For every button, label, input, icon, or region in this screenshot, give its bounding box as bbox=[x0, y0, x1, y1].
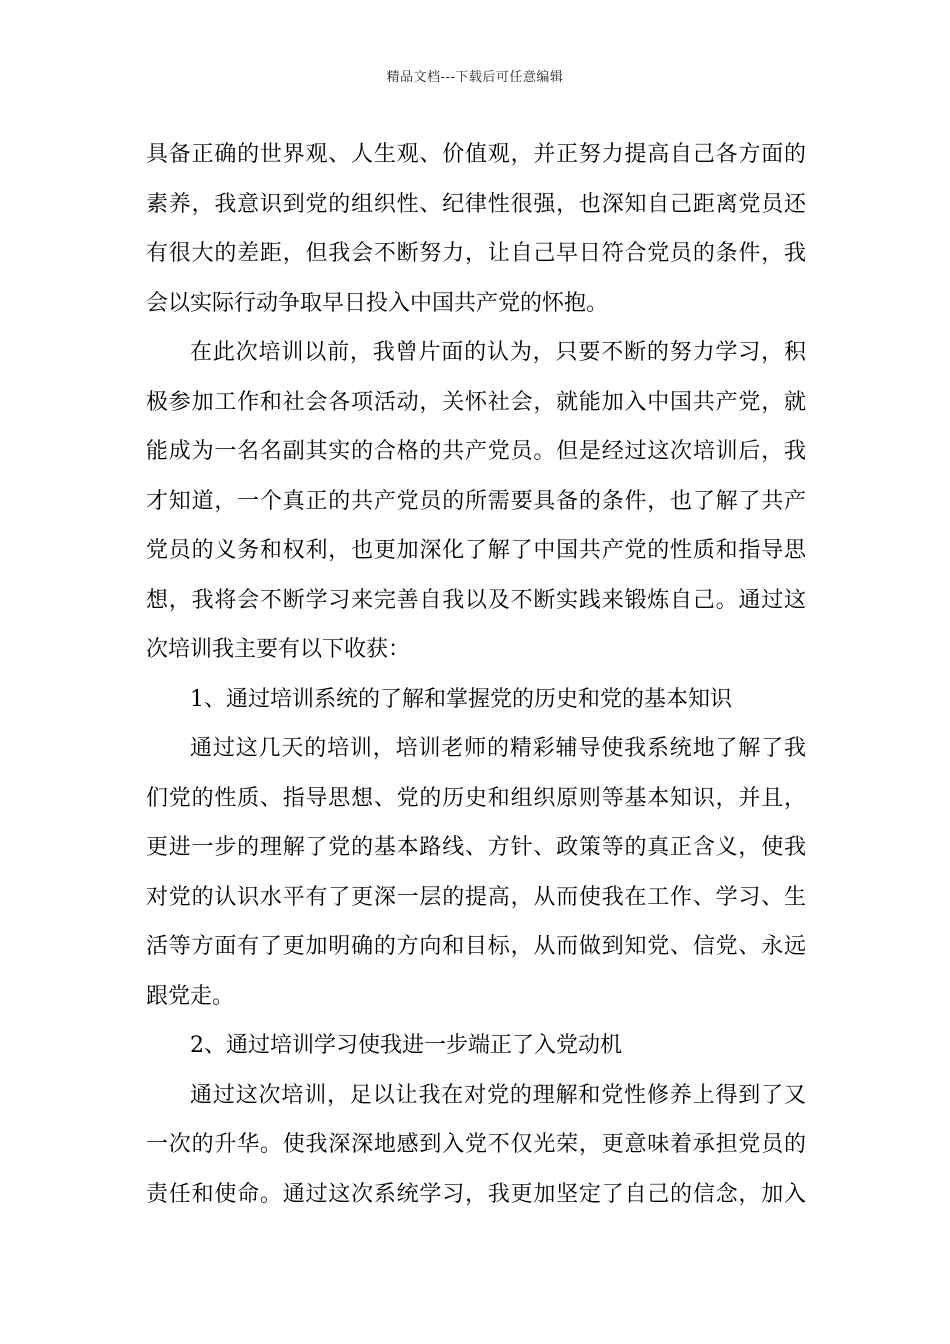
paragraph bbox=[146, 130, 806, 328]
text-line: 有很大的差距，但我会不断努力，让自己早日符合党员的条件，我 bbox=[146, 241, 806, 266]
text-line: 更进一步的理解了党的基本路线、方针、政策等的真正含义，使我 bbox=[146, 835, 806, 860]
text-line: 跟党走。 bbox=[146, 983, 235, 1009]
section-heading bbox=[146, 1021, 806, 1071]
text-line: 素养，我意识到党的组织性、纪律性很强，也深知自己距离党员还 bbox=[146, 191, 806, 217]
text-line: 通过这次培训，足以让我在对党的理解和党性修养上得到了又 bbox=[190, 1082, 806, 1108]
paragraph bbox=[146, 724, 806, 1021]
paragraph bbox=[146, 1071, 806, 1220]
text-line: 对党的认识水平有了更深一层的提高，从而使我在工作、学习、生 bbox=[146, 884, 806, 910]
heading-line: 1、通过培训系统的了解和掌握党的历史和党的基本知识 bbox=[190, 686, 732, 712]
text-line: 活等方面有了更加明确的方向和目标，从而做到知党、信党、永远 bbox=[146, 934, 806, 959]
text-line: 极参加工作和社会各项活动，关怀社会，就能加入中国共产党，就 bbox=[146, 389, 806, 415]
text-line: 会以实际行动争取早日投入中国共产党的怀抱。 bbox=[146, 290, 609, 316]
text-line: 具备正确的世界观、人生观、价值观，并正努力提高自己各方面的 bbox=[146, 142, 806, 167]
text-line: 党员的义务和权利，也更加深化了解了中国共产党的性质和指导思 bbox=[146, 538, 806, 563]
text-line: 通过这几天的培训，培训老师的精彩辅导使我系统地了解了我 bbox=[190, 736, 806, 761]
section-heading bbox=[146, 675, 806, 725]
heading-line: 2、通过培训学习使我进一步端正了入党动机 bbox=[190, 1033, 622, 1058]
document-body bbox=[146, 130, 806, 1219]
text-line: 责任和使命。通过这次系统学习，我更加坚定了自己的信念，加入 bbox=[146, 1181, 806, 1207]
text-line: 想，我将会不断学习来完善自我以及不断实践来锻炼自己。通过这 bbox=[146, 587, 806, 613]
paragraph bbox=[146, 328, 806, 675]
text-line: 们党的性质、指导思想、党的历史和组织原则等基本知识，并且， bbox=[146, 785, 806, 811]
text-line: 次培训我主要有以下收获： bbox=[146, 637, 411, 662]
text-line: 一次的升华。使我深深地感到入党不仅光荣，更意味着承担党员的 bbox=[146, 1132, 806, 1157]
text-line: 才知道，一个真正的共产党员的所需要具备的条件，也了解了共产 bbox=[146, 488, 806, 514]
text-line: 能成为一名名副其实的合格的共产党员。但是经过这次培训后，我 bbox=[146, 439, 806, 464]
page-header: 精品文档---下载后可任意编辑 bbox=[386, 70, 564, 85]
text-line: 在此次培训以前，我曾片面的认为，只要不断的努力学习，积 bbox=[190, 340, 806, 365]
